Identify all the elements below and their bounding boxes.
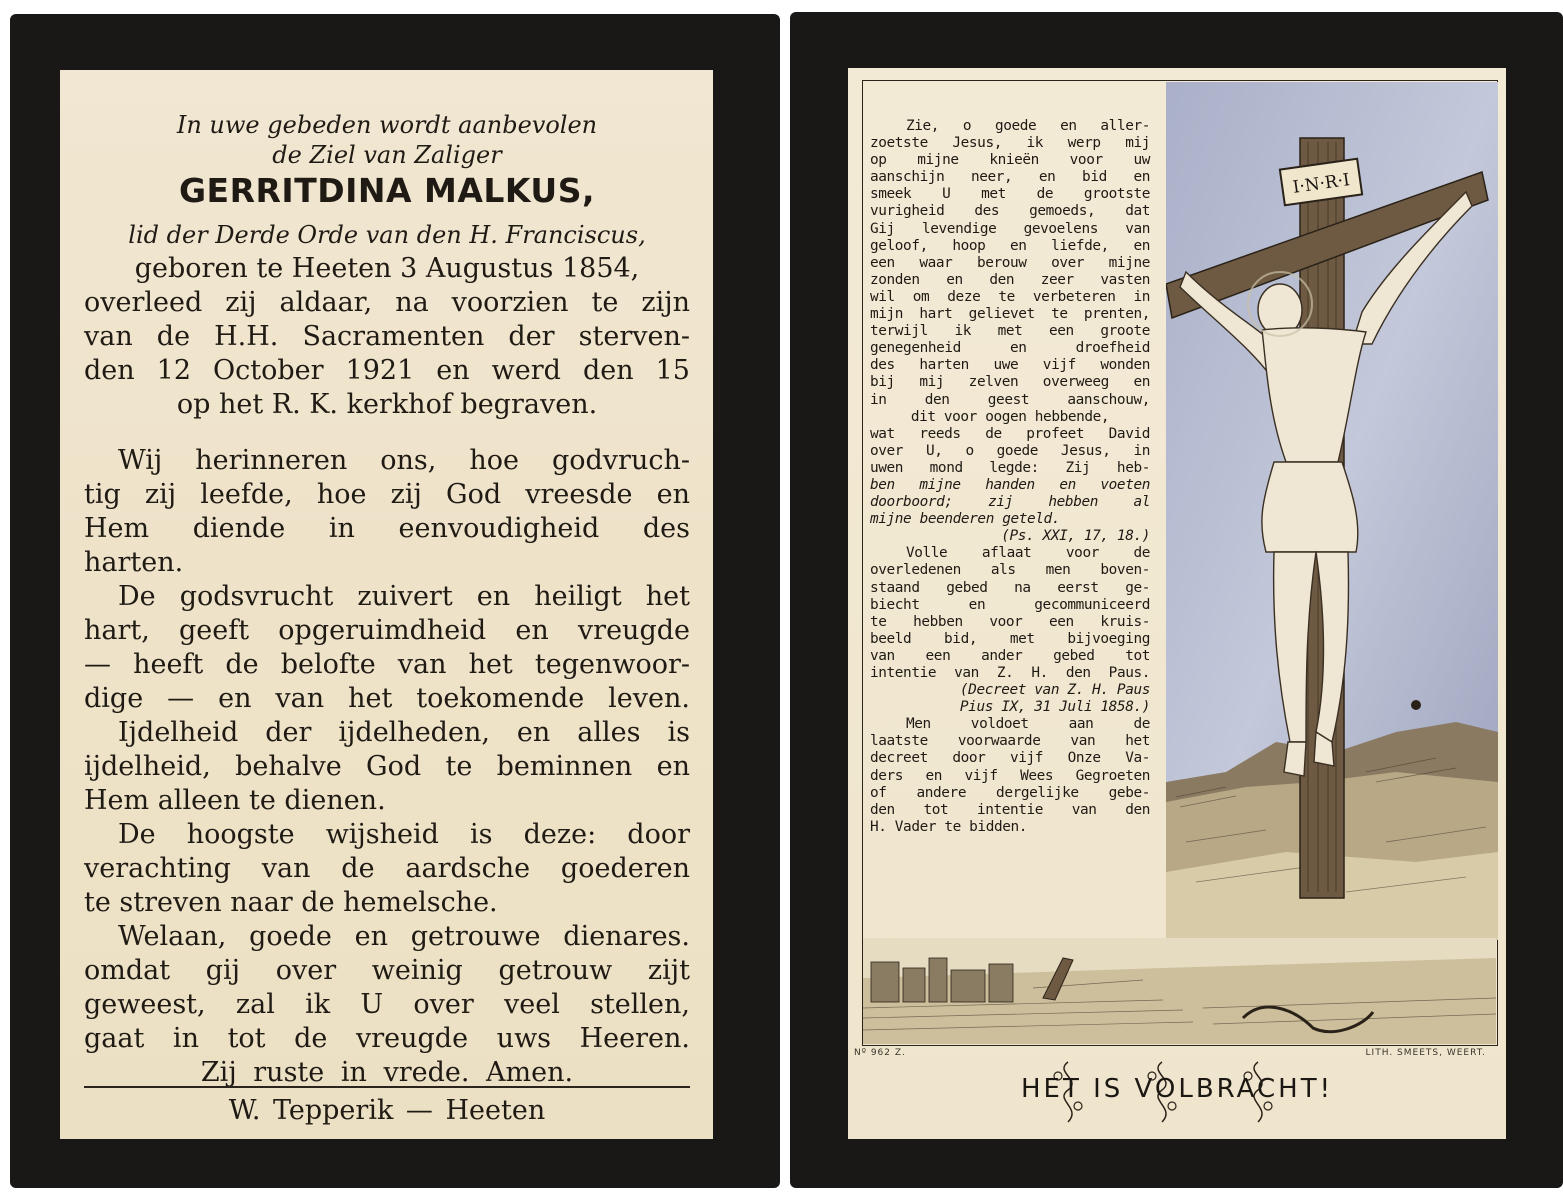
- prayer-line: of andere dergelijke gebe-: [870, 784, 1150, 801]
- prayer-line: decreet door vijf Onze Va-: [870, 750, 1150, 767]
- prayer-line: bij mij zelven overweeg en: [870, 374, 1150, 391]
- memorial-card-back: [790, 12, 1563, 1188]
- body-line: verachting van de aardsche goederen: [84, 853, 690, 884]
- prayer-line: in den geest aanschouw,: [870, 391, 1150, 408]
- prayer-line: Gij levendige gevoelens van: [870, 220, 1150, 237]
- nail-mark: [1411, 700, 1421, 710]
- intro-line-1: In uwe gebeden wordt aanbevolen: [176, 111, 598, 139]
- prayer-line: wat reeds de profeet David: [870, 425, 1150, 442]
- prayer-line: terwijl ik met een groote: [870, 323, 1150, 340]
- prayer-line: intentie van Z. H. den Paus.: [870, 665, 1150, 681]
- prayer-line: mijne beenderen geteld.: [870, 511, 1061, 528]
- body-line: ijdelheid, behalve God te beminnen en: [84, 751, 690, 782]
- body-line: omdat gij over weinig getrouw zijt: [84, 955, 690, 986]
- prayer-line: uwen mond legde: Zij heb-: [870, 459, 1150, 476]
- lithographer-credit: LITH. SMEETS, WEERT.: [1365, 1048, 1486, 1058]
- bio-line: geboren te Heeten 3 Augustus 1854,: [134, 253, 640, 284]
- prayer-line: zonden en den zeer vasten: [870, 271, 1150, 288]
- body-line: geweest, zal ik U over veel stellen,: [84, 989, 690, 1020]
- prayer-line: zoetste Jesus, ik werp mij: [870, 135, 1150, 152]
- prayer-line: over U, o goede Jesus, in: [870, 442, 1150, 459]
- prayer-line: den tot intentie van den: [870, 801, 1150, 818]
- deceased-name: GERRITDINA MALKUS,: [178, 171, 596, 210]
- bio-line: op het R. K. kerkhof begraven.: [176, 389, 598, 420]
- body-line: Wij herinneren ons, hoe godvruch-: [118, 445, 690, 476]
- prayer-line: smeek U met de grootste: [870, 186, 1150, 203]
- prayer-line: staand gebed na eerst ge-: [870, 579, 1150, 596]
- prayer-line: biecht en gecommuniceerd: [870, 596, 1150, 613]
- prayer-line: aanschijn neer, en bid en: [870, 169, 1150, 186]
- prayer-line: geloof, hoop en liefde, en: [870, 237, 1150, 254]
- divider: [84, 1086, 690, 1088]
- prayer-line: dit voor oogen hebbende,: [910, 408, 1110, 425]
- decree-reference: Pius IX, 31 Juli 1858.): [959, 699, 1150, 716]
- order-line: lid der Derde Orde van den H. Franciscus,: [128, 221, 646, 249]
- prayer-line: vurigheid des gemoeds, dat: [870, 203, 1150, 220]
- body-line: Hem diende in eenvoudigheid des: [84, 513, 690, 544]
- prayer-line: laatste voorwaarde van het: [870, 733, 1150, 750]
- prayer-line: een waar berouw over mijne: [870, 254, 1150, 271]
- prayer-text: [870, 118, 1150, 836]
- body-line: Ijdelheid der ijdelheden, en alles is: [118, 717, 690, 748]
- prayer-line: Men voldoet aan de: [906, 716, 1150, 733]
- body-line: dige — en van het toekomende leven.: [84, 683, 690, 714]
- printer-line: W. Tepperik — Heeten: [228, 1095, 546, 1126]
- prayer-line: Zie, o goede en aller-: [906, 118, 1150, 134]
- prayer-line: op mijne knieën voor uw: [870, 152, 1150, 169]
- card-front-paper: [60, 70, 713, 1139]
- inri-text: I·N·R·I: [1291, 170, 1352, 198]
- motto: HET IS VOLBRACHT!: [1020, 1074, 1334, 1104]
- body-line: Hem alleen te dienen.: [84, 785, 386, 816]
- bio-line: overleed zij aldaar, na voorzien te zijn: [84, 287, 690, 318]
- prayer-line: van een ander gebed tot: [870, 647, 1150, 664]
- scripture-reference: (Ps. XXI, 17, 18.): [1001, 528, 1150, 545]
- memorial-card-front: [10, 14, 780, 1188]
- body-line: tig zij leefde, hoe zij God vreesde en: [84, 479, 690, 510]
- prayer-line: Volle aflaat voor de: [906, 545, 1150, 562]
- prayer-line: wil om deze te verbeteren in: [870, 288, 1150, 305]
- prayer-line: des harten uwe vijf wonden: [870, 357, 1150, 374]
- prayer-line: ders en vijf Wees Gegroeten: [870, 767, 1150, 784]
- decree-reference: (Decreet van Z. H. Paus: [959, 682, 1150, 699]
- intro-line-2: de Ziel van Zaliger: [272, 141, 502, 169]
- card-back-paper: [848, 68, 1506, 1139]
- bio-line: den 12 October 1921 en werd den 15: [84, 355, 690, 386]
- body-line: Welaan, goede en getrouwe dienares.: [118, 921, 690, 952]
- body-line: gaat in tot de vreugde uws Heeren.: [84, 1023, 690, 1054]
- closing-line: Zij ruste in vrede. Amen.: [200, 1057, 574, 1088]
- prayer-line: ben mijne handen en voeten: [870, 476, 1150, 493]
- crucifixion-illustration: [1166, 82, 1498, 940]
- prayer-line: beeld bid, met bijvoeging: [870, 630, 1150, 647]
- prayer-line: overledenen als men boven-: [870, 562, 1150, 579]
- prayer-line: doorboord; zij hebben al: [870, 494, 1150, 511]
- body-line: te streven naar de hemelsche.: [84, 887, 498, 918]
- prayer-line: H. Vader te bidden.: [870, 818, 1028, 835]
- body-line: — heeft de belofte van het tegenwoor-: [84, 649, 690, 680]
- prayer-line: mijn hart gelievet te prenten,: [870, 306, 1150, 323]
- prayer-line: te hebben voor een kruis-: [870, 613, 1150, 630]
- bio-line: van de H.H. Sacramenten der sterven-: [84, 321, 690, 352]
- city-silhouette: [871, 958, 1013, 1002]
- body-line: De hoogste wijsheid is deze: door: [118, 819, 690, 850]
- prayer-line: genegenheid en droefheid: [870, 340, 1150, 357]
- body-line: De godsvrucht zuivert en heiligt het: [118, 581, 690, 612]
- landscape-illustration: [863, 938, 1496, 1044]
- print-number: Nº 962 Z.: [854, 1048, 906, 1058]
- body-line: hart, geeft opgeruimdheid en vreugde: [84, 615, 690, 646]
- body-line: harten.: [84, 547, 184, 578]
